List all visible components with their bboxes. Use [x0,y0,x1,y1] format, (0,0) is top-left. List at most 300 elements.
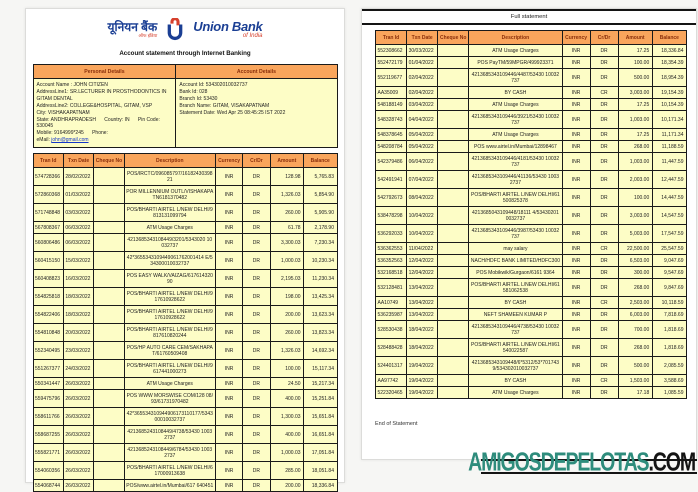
transaction-row [376,297,687,309]
transaction-cell: 1,000.03 [270,444,303,462]
transaction-cell [94,426,124,444]
transaction-cell: INR [215,234,242,252]
transaction-cell: 1,300.03 [270,408,303,426]
column-header: Amount [618,31,652,45]
transaction-cell: POS/HP AUTO CARE CEM/SAKHAPAT/61760509408 [124,342,215,360]
transaction-cell: 552472179 [376,57,407,69]
transaction-cell: 554068744 [33,480,63,492]
transaction-cell: ATM Usage Charges [469,99,562,111]
transaction-cell [94,168,124,186]
transaction-cell: 542792673 [376,189,407,207]
transaction-cell: DR [590,141,618,153]
transaction-cell: DR [590,111,618,129]
transaction-cell [438,309,469,321]
transaction-cell [438,207,469,225]
transaction-cell: ATM Usage Charges [469,387,562,399]
transaction-row [376,111,687,129]
transaction-cell: 26/03/2022 [63,390,93,408]
bank-id-line: Bank Id: 028 [179,88,208,95]
transaction-row [376,225,687,243]
transaction-cell: 26/03/2022 [63,426,93,444]
transaction-cell: INR [215,444,242,462]
transaction-row [33,288,337,306]
transaction-cell: 19,154.39 [652,87,686,99]
transaction-cell [438,87,469,99]
transaction-cell: DR [243,480,270,492]
transaction-cell: POS PayTM/59MPGR/499923371 [469,57,562,69]
transaction-cell [438,189,469,207]
transaction-cell: DR [243,342,270,360]
account-name-line: Account Name : JOHN CITIZEN [36,82,108,88]
transaction-cell: DR [590,69,618,87]
transaction-cell: 558687255 [33,426,63,444]
transaction-row [376,189,687,207]
transaction-cell: 05/04/2022 [407,141,438,153]
column-header: Balance [652,31,686,45]
transaction-cell: 7,230.34 [304,234,337,252]
account-details-header: Account Details [176,65,337,79]
transaction-row [376,69,687,87]
transaction-cell [438,357,469,375]
transaction-cell: 06/04/2022 [407,153,438,171]
transactions-table-page-1 [33,153,338,492]
transaction-cell: 522320465 [376,387,407,399]
transaction-cell: 536352563 [376,255,407,267]
transaction-cell: 9,547.69 [652,267,686,279]
transaction-cell: POS/BHARTI AIRTEL L/NEW DELHI/917610928622 [124,288,215,306]
transaction-cell: 3,588.69 [652,375,686,387]
transaction-cell: 3,300.03 [270,234,303,252]
transaction-cell: 15/03/2022 [63,252,93,270]
transaction-cell: ATM Usage Charges [469,45,562,57]
transaction-cell: INR [215,186,242,204]
transaction-cell: 542379486 [376,153,407,171]
transaction-row [376,321,687,339]
transaction-cell: DR [243,390,270,408]
transaction-cell: INR [562,357,590,375]
transaction-row [33,204,337,222]
transaction-cell: AA97742 [376,375,407,387]
transaction-cell: 26/03/2022 [63,462,93,480]
transaction-cell: 524401317 [376,357,407,375]
transaction-cell: DR [590,357,618,375]
transaction-cell: BY CASH [469,375,562,387]
transaction-cell: 18/03/2022 [63,288,93,306]
transaction-cell: 16/03/2022 [63,270,93,288]
transaction-cell: 548378645 [376,129,407,141]
transaction-row [33,306,337,324]
transaction-cell: 42*365534310944906173110177/534300010032737 [124,408,215,426]
transaction-row [376,45,687,57]
transaction-cell: 12/04/2022 [407,255,438,267]
transaction-cell [438,243,469,255]
transaction-cell: 28/02/2022 [63,168,93,186]
transaction-cell: 559475796 [33,390,63,408]
transaction-cell: DR [243,222,270,234]
full-statement-header: Full statement [362,9,696,25]
transaction-row [376,171,687,189]
transaction-cell: 3,003.00 [618,207,652,225]
transaction-cell: 558611766 [33,408,63,426]
transaction-cell: DR [243,462,270,480]
transaction-cell: 552340495 [33,342,63,360]
transaction-cell: 18/04/2022 [407,321,438,339]
transaction-cell: INR [215,324,242,342]
transaction-cell: 198.00 [270,288,303,306]
transaction-row [376,57,687,69]
transaction-cell: INR [562,243,590,255]
transaction-cell: 4213685343109446/3921/53430 10032737 [469,111,562,129]
transaction-cell: DR [590,153,618,171]
transaction-cell: 26/03/2022 [63,408,93,426]
transaction-cell: DR [590,225,618,243]
transaction-cell: DR [243,204,270,222]
transaction-row [33,168,337,186]
transaction-cell: 300.00 [618,267,652,279]
transaction-cell: 07/04/2022 [407,171,438,189]
transaction-cell: POS Mobikwik/Gurgaon/6161 9364 [469,267,562,279]
transaction-row [33,480,337,492]
transaction-cell: 16,651.84 [304,426,337,444]
transaction-cell: 14,447.59 [652,189,686,207]
transaction-row [376,267,687,279]
transaction-cell: 10,171.34 [652,111,686,129]
statement-title: Account statement through Internet Banking [119,50,251,57]
transaction-cell: 1,000.03 [270,252,303,270]
branch-id-line: Branch Id: 53430 [179,95,218,102]
transaction-cell: POS/BHARTI AIRTEL L/NEW DELHI/61540022587 [469,339,562,357]
transaction-cell: INR [562,111,590,129]
transaction-cell: 06/03/2022 [63,234,93,252]
transaction-cell [94,186,124,204]
transaction-cell [438,171,469,189]
transaction-row [33,462,337,480]
union-bank-emblem-icon [164,18,186,42]
transaction-cell: AA10749 [376,297,407,309]
transaction-cell: 7,818.69 [652,309,686,321]
column-header: Tran Id [33,154,63,168]
transaction-cell [94,222,124,234]
transaction-cell: 567808367 [33,222,63,234]
transaction-cell: 542491941 [376,171,407,189]
transaction-cell: INR [215,252,242,270]
transaction-cell: 1,003.00 [618,111,652,129]
column-header: Cheque No [94,154,124,168]
column-header: Cr/Dr [590,31,618,45]
transaction-cell: ATM Usage Charges [124,222,215,234]
email-label: eMail: [36,137,52,144]
transaction-cell: 18/04/2022 [407,339,438,357]
transaction-cell: 22,500.00 [618,243,652,255]
transaction-row [33,270,337,288]
transaction-cell: 18,954.39 [652,69,686,87]
transaction-cell: 6,003.00 [618,309,652,321]
transaction-cell: 08/04/2022 [407,189,438,207]
transaction-cell: INR [562,297,590,309]
transaction-cell: 23/03/2022 [63,342,93,360]
transaction-cell: 1,085.59 [652,387,686,399]
transaction-cell: 554810848 [33,324,63,342]
transaction-row [376,87,687,99]
column-header: Currency [562,31,590,45]
transaction-cell: INR [562,207,590,225]
transaction-row [33,252,337,270]
details-header-row [33,65,337,79]
transaction-cell: 2,195.03 [270,270,303,288]
transaction-cell: INR [215,204,242,222]
transaction-cell [438,297,469,309]
transaction-cell [94,270,124,288]
transaction-row [376,243,687,255]
transaction-cell: 05/04/2022 [407,129,438,141]
transaction-cell: DR [243,288,270,306]
column-header: Tran Id [376,31,407,45]
transaction-cell: 536292033 [376,225,407,243]
transaction-cell: INR [562,189,590,207]
transaction-cell: DR [243,306,270,324]
column-header: Cheque No [438,31,469,45]
transaction-cell: INR [562,225,590,243]
transaction-cell [438,141,469,153]
transaction-cell: 4213685043109448/18111 4/534302010032737 [469,207,562,225]
transaction-cell: 17,051.84 [304,444,337,462]
transaction-cell: 11,230.34 [304,270,337,288]
transaction-cell: 20/03/2022 [63,324,93,342]
transaction-cell: 550341447 [33,378,63,390]
transaction-cell: DR [243,252,270,270]
transaction-cell: 260.00 [270,204,303,222]
transaction-cell: 560806486 [33,234,63,252]
transaction-cell: INR [562,99,590,111]
transaction-row [376,279,687,297]
transaction-cell: INR [562,255,590,267]
transaction-cell [438,225,469,243]
transaction-cell: 15,217.34 [304,378,337,390]
transaction-cell [438,339,469,357]
transaction-cell [438,153,469,171]
transaction-row [376,255,687,267]
column-header: Amount [270,154,303,168]
transaction-cell: INR [562,141,590,153]
transaction-cell: 18,336.84 [652,45,686,57]
transaction-cell: 17.25 [618,45,652,57]
transaction-cell: 11,447.59 [652,153,686,171]
watermark-tld: .COM [648,448,695,477]
transaction-cell: DR [243,270,270,288]
personal-details-cell [33,79,176,148]
transaction-cell: 10,230.34 [304,252,337,270]
transaction-row [376,129,687,141]
transaction-cell: DR [243,378,270,390]
transaction-cell: 2,503.00 [618,297,652,309]
transaction-cell: 5,905.90 [304,204,337,222]
transaction-cell: POS www.airtel.in/Mumbai/12898467 [469,141,562,153]
transaction-cell: INR [562,339,590,357]
transaction-cell [94,324,124,342]
transaction-cell: DR [243,360,270,378]
statement-page-1 [25,8,345,489]
transaction-cell: INR [215,408,242,426]
transaction-cell: 17.25 [618,99,652,111]
transaction-cell: 4213685243108449/6784/53430 10032737 [124,444,215,462]
bank-name-hindi: यूनियन बैंक [107,20,158,34]
watermark-logo [468,448,697,483]
transaction-cell: INR [215,462,242,480]
address-line-2: AddressLine2: COLLEGE&HOSPITAL, GITAM, VSP [36,102,153,109]
transaction-cell: 4213685343109446/4181/53430 10032737 [469,153,562,171]
table-header-row [376,31,687,45]
transaction-cell: DR [243,408,270,426]
transaction-cell: 30/03/2022 [407,45,438,57]
transaction-cell [94,360,124,378]
transaction-cell: 2,003.00 [618,171,652,189]
transaction-cell: 1,503.00 [618,375,652,387]
transaction-cell: 10,154.39 [652,99,686,111]
transaction-cell: INR [562,267,590,279]
transaction-cell: DR [243,426,270,444]
transaction-cell [438,279,469,297]
transaction-cell: 100.00 [270,360,303,378]
transaction-cell: 13,623.34 [304,306,337,324]
transaction-cell: CR [590,297,618,309]
account-details-cell [176,79,337,148]
transaction-cell: 12,447.59 [652,171,686,189]
transaction-cell [94,288,124,306]
transaction-cell: 13/04/2022 [407,297,438,309]
transaction-cell: BY CASH [469,87,562,99]
transaction-cell: 02/04/2022 [407,69,438,87]
transaction-cell: 554825818 [33,288,63,306]
transaction-cell: DR [590,267,618,279]
transaction-cell: 4213685343109446/4487/53430 10032737 [469,69,562,87]
transaction-cell: DR [590,279,618,297]
column-header: Txn Date [407,31,438,45]
transaction-cell: DR [590,129,618,141]
transaction-cell: 19/04/2022 [407,387,438,399]
bank-logo-hindi [108,21,158,39]
transaction-cell: POS/BHARTI AIRTEL L/NEW DELHI/617000913638 [124,462,215,480]
transaction-cell: 560415150 [33,252,63,270]
transaction-cell: 19/04/2022 [407,357,438,375]
transaction-cell [438,99,469,111]
transaction-cell: INR [562,57,590,69]
transaction-cell: 285.00 [270,462,303,480]
bank-tagline-english: of India [242,33,263,39]
transaction-cell: POS/BHARTI AIRTEL L/NEW DELHI/61581062538 [469,279,562,297]
transaction-cell: DR [243,234,270,252]
transaction-cell: 14,692.34 [304,342,337,360]
branch-name-line: Branch Name: GITAM, VISAKAPATNAM [179,102,270,109]
transaction-cell: 555821771 [33,444,63,462]
transaction-cell: 13,425.34 [304,288,337,306]
transaction-cell: 268.00 [618,339,652,357]
transaction-cell: 1,326.03 [270,186,303,204]
transaction-cell: BY CASH [469,297,562,309]
transaction-cell: 26/03/2022 [63,378,93,390]
transaction-cell: DR [243,324,270,342]
transaction-cell: INR [215,270,242,288]
column-header: Currency [215,154,242,168]
transaction-cell: 61.78 [270,222,303,234]
transaction-cell: CR [590,87,618,99]
mobile-phone-line: Mobile: 9164999*245 Phone: [36,130,108,137]
transaction-cell [438,111,469,129]
transaction-cell [438,375,469,387]
bank-name-english: Union Bank [193,19,263,34]
transaction-cell: 500.00 [618,69,652,87]
transaction-cell: DR [590,207,618,225]
transaction-cell: 560408823 [33,270,63,288]
email-link[interactable]: john@gmail.com [51,137,89,144]
transaction-cell: 100.00 [618,189,652,207]
transaction-cell: DR [590,321,618,339]
transaction-cell: 24.50 [270,378,303,390]
transaction-cell: NEFT SHAMEEN KUMAR P [469,309,562,321]
transaction-cell: 15,251.84 [304,390,337,408]
city-line: City: VISHAKAPATNAM [36,109,90,116]
transaction-cell: POS/IRCTC/096085797/1618243039821 [124,168,215,186]
transaction-cell: 13/04/2022 [407,309,438,321]
transaction-cell: 572860368 [33,186,63,204]
transaction-cell: INR [562,87,590,99]
transaction-cell: 548188149 [376,99,407,111]
transaction-cell: INR [562,129,590,141]
transaction-cell: INR [215,306,242,324]
transaction-cell: 554060356 [33,462,63,480]
transaction-row [33,378,337,390]
transaction-cell: 100.00 [618,57,652,69]
transaction-cell: 17,547.59 [652,225,686,243]
transaction-cell: DR [590,99,618,111]
transaction-cell: 400.00 [270,390,303,408]
transaction-cell: 2,085.59 [652,357,686,375]
transaction-cell: 552119677 [376,69,407,87]
account-holder-details-table [33,64,338,148]
transaction-cell: DR [243,168,270,186]
transaction-cell [438,267,469,279]
transaction-cell [94,444,124,462]
transaction-cell: 574728366 [33,168,63,186]
transaction-cell [94,480,124,492]
transaction-cell: DR [590,309,618,321]
transaction-cell: DR [590,339,618,357]
transaction-cell: 4213685343108449/3201/5343020 10032737 [124,234,215,252]
transaction-cell: POS EASY WALK/VAIZAG/61761432090 [124,270,215,288]
transaction-cell: ATM Usage Charges [124,378,215,390]
transaction-cell: 548328743 [376,111,407,129]
transaction-cell [438,69,469,87]
transaction-cell: 400.00 [270,426,303,444]
transaction-cell: 551267377 [33,360,63,378]
transaction-cell: 18,354.39 [652,57,686,69]
account-id-line: Account Id: 534302010032737 [179,82,248,88]
transaction-cell [94,378,124,390]
transaction-cell: INR [562,321,590,339]
transaction-cell: POS/BHARTI AIRTEL L/NEW DELHI/61500825378 [469,189,562,207]
transaction-cell: POS/BHARTI AIRTEL L/NEW DELHI/9813131099794 [124,204,215,222]
transaction-row [33,186,337,204]
transaction-cell: 11/04/2022 [407,243,438,255]
transaction-cell: 19/04/2022 [407,375,438,387]
watermark-name: AMIGOSDEPELOTAS [468,448,649,477]
transaction-cell: INR [215,480,242,492]
transaction-cell: 10/04/2022 [407,207,438,225]
transaction-cell: 01/04/2022 [407,57,438,69]
transaction-cell: 15,651.84 [304,408,337,426]
transaction-cell: 200.00 [270,306,303,324]
transaction-cell: 2,178.90 [304,222,337,234]
transaction-cell: 42*3655343109449061762001414 E/534300010032737 [124,252,215,270]
